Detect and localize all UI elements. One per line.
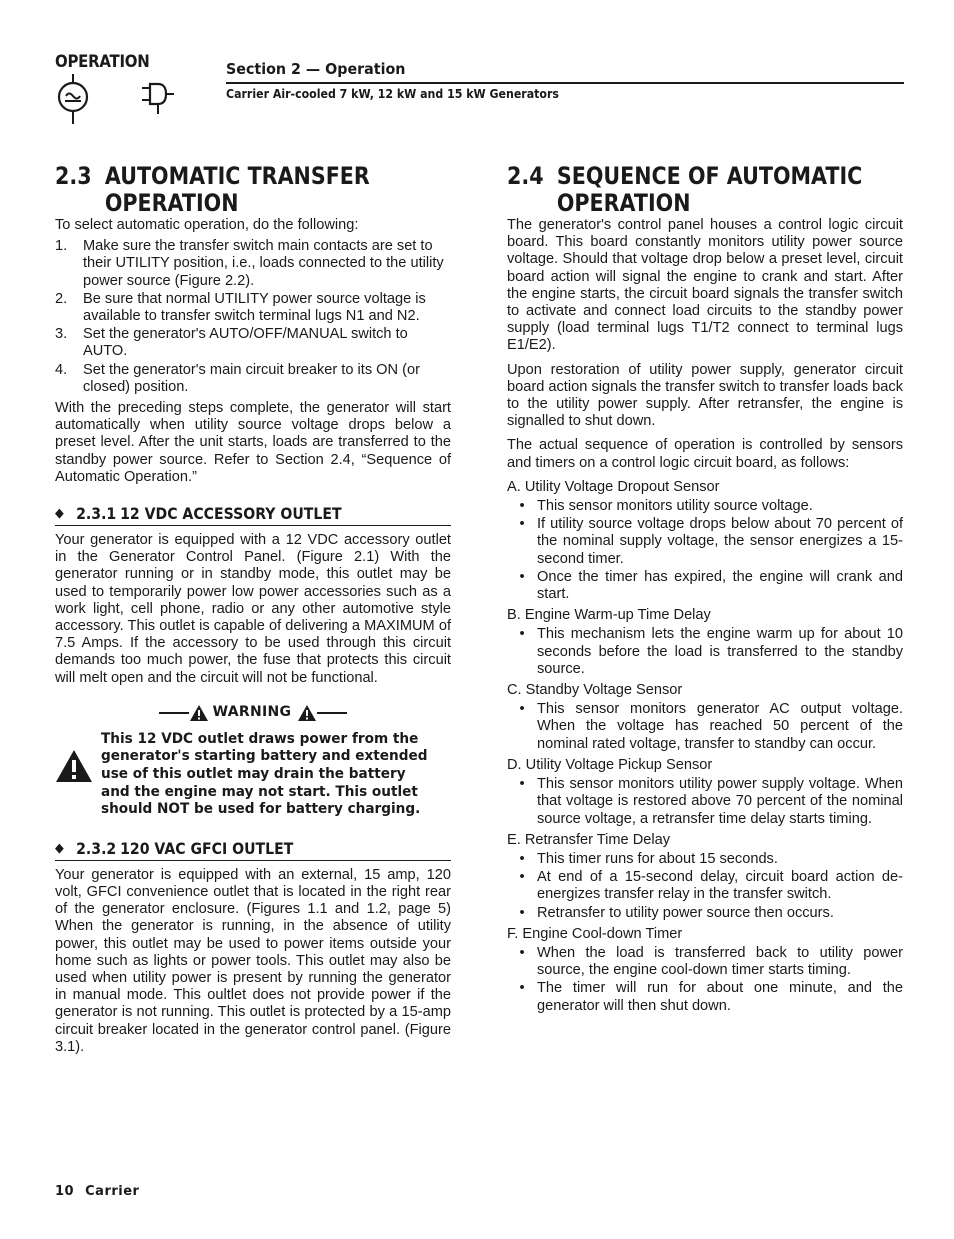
bullet-text: At end of a 15-second delay, circuit board action de-energizes transfer relay in the transfer switch.: [537, 869, 903, 903]
warning-label: WARNING: [212, 704, 292, 721]
list-item: [55, 238, 451, 290]
heading-automatic-transfer: [55, 163, 459, 217]
bullet-text: If utility source voltage drops below about 70 percent of the nominal supply voltage, the sensor energizes a 15-second timer.: [537, 516, 903, 567]
bullet-icon: •: [519, 626, 525, 643]
steps-list: [55, 238, 451, 396]
subheading-title: 120 VAC GFCI OUTLET: [120, 838, 294, 858]
section-title: Section 2 — Operation: [226, 60, 406, 78]
list-item: [507, 701, 903, 753]
section-subtitle: Carrier Air-cooled 7 kW, 12 kW and 15 kW Generators: [226, 86, 559, 101]
list-item: [507, 569, 903, 603]
footer-brand: Carrier: [85, 1184, 140, 1199]
list-item: [55, 291, 451, 325]
bullet-text: Retransfer to utility power source then occurs.: [537, 904, 834, 921]
list-item-heading: F. Engine Cool-down Timer: [507, 925, 683, 942]
warning-large-triangle-icon: [55, 749, 93, 783]
gfci-outlet-paragraph: Your generator is equipped with an external, 15 amp, 120 volt, GFCI convenience outlet that is located in the right rear of the generator enclosure. (Figures 1.1 and 1.2, page 5) When the generator is running, in the absence of utility power, this outlet may be used to power items outside your home such as lights or power tools. This outlet may also be used when utility power is present by running the generator in manual mode. This oultlet does not provide power if the generator is not running. This outlet is protected by a 15-amp circuit breaker located in the generator control panel. (Figure 3.1).: [55, 866, 451, 1055]
diamond-bullet-icon: ◆: [55, 506, 64, 522]
bullet-icon: •: [519, 904, 525, 921]
sequence-paragraph-1: The generator's control panel houses a control logic circuit board. This board constantly monitors utility power source voltage. Should that voltage drop below a preset level, circuit board action will signal the engine to crank and start. After the engine starts, the circuit board signals the transfer switch to activate and connect load circuits to the standby power supply (load terminal lugs T1/T2 connect to terminal lugs E1/E2).: [507, 217, 903, 354]
sensor-list: [507, 479, 903, 1015]
list-item: [507, 980, 903, 1014]
bullet-text: The timer will run for about one minute, and the generator will then shut down.: [537, 980, 903, 1014]
list-item: [507, 626, 903, 678]
bullet-icon: •: [519, 568, 525, 585]
sequence-paragraph-3: The actual sequence of operation is controlled by sensors and timers on a control logic circuit board, as follows:: [507, 437, 903, 471]
bullet-list: [507, 498, 903, 603]
step-number: 4.: [55, 361, 68, 378]
bullet-text: This sensor monitors generator AC output voltage. When the voltage has reached 50 percent of the nominal rated voltage, transfer to standby can occur.: [537, 701, 903, 752]
subheading-120vac: [55, 839, 451, 861]
list-item: [55, 326, 451, 360]
list-item: [507, 776, 903, 828]
bullet-icon: •: [519, 498, 525, 515]
operation-label: OPERATION: [55, 52, 150, 72]
step-text: Be sure that normal UTILITY power source voltage is available to transfer switch terminal lugs N1 and N2.: [83, 290, 426, 325]
list-item-heading: E. Retransfer Time Delay: [507, 831, 671, 848]
warning-triangle-icon: [297, 704, 317, 722]
list-item: [507, 498, 903, 515]
sequence-paragraph-2: Upon restoration of utility power supply, generator circuit board action signals the transfer switch to transfer loads back to the utility power supply. After retransfer, the engine is signalled to shut down.: [507, 361, 903, 430]
bullet-list: [507, 776, 903, 828]
list-item: [507, 945, 903, 979]
list-item: [507, 851, 903, 868]
accessory-outlet-paragraph: Your generator is equipped with a 12 VDC accessory outlet in the Generator Control Panel. (Figure 2.1) With the generator running or in standby mode, this outlet may be used to temporarily power low power accessories such as a work light, cell phone, radio or any other automotive style accessory. This outlet is capable of delivering a MAXIMUM of 7.5 Amps. If the accessory to be used through this circuit demands too much power, the fuse that protects this circuit will melt open and the circuit will not be functional.: [55, 532, 451, 686]
after-steps-paragraph: With the preceding steps complete, the generator will start automatically when utility source voltage drops below a preset level. After the unit starts, loads are transferred to the standby power source. Refer to Section 2.4, “Sequence of Automatic Operation.”: [55, 400, 451, 485]
left-column: [55, 163, 451, 1063]
bullet-list: [507, 851, 903, 922]
step-text: Set the generator's main circuit breaker to its ON (or closed) position.: [83, 361, 420, 395]
list-item-heading: B. Engine Warm-up Time Delay: [507, 607, 711, 624]
bullet-list: [507, 945, 903, 1015]
heading-sequence: [507, 163, 911, 217]
step-number: 2.: [55, 290, 68, 307]
list-item-heading: D. Utility Voltage Pickup Sensor: [507, 756, 713, 773]
header-rule: [226, 82, 904, 84]
bullet-icon: •: [519, 850, 525, 867]
bullet-text: Once the timer has expired, the engine will crank and start.: [537, 568, 903, 603]
warning-box: [55, 731, 451, 819]
step-text: Set the generator's AUTO/OFF/MANUAL switch to AUTO.: [83, 326, 408, 360]
subheading-number: 2.3.1: [76, 504, 117, 524]
bullet-text: This sensor monitors utility source voltage.: [537, 498, 813, 515]
warning-text: This 12 VDC outlet draws power from the generator's starting battery and extended use of this outlet may drain the battery and the engine may not start. This outlet should NOT be used for battery charging.: [101, 730, 428, 818]
heading-title: SEQUENCE OF AUTOMATIC OPERATION: [556, 162, 863, 217]
bullet-icon: •: [519, 701, 525, 718]
warning-rule: [159, 712, 189, 714]
intro-paragraph: To select automatic operation, do the following:: [55, 217, 359, 233]
bullet-text: This sensor monitors utility power supply voltage. When that voltage is restored above 70 percent of the nominal source voltage, a retransfer time delay starts timing.: [537, 776, 903, 827]
warning-icon-wrap: [55, 731, 101, 819]
bullet-text: This mechanism lets the engine warm up for about 10 seconds before the load is transferred to the standby source.: [537, 626, 903, 677]
list-item: [55, 362, 451, 396]
heading-number: 2.3: [55, 162, 92, 190]
bullet-icon: •: [519, 869, 525, 886]
list-item-heading: C. Standby Voltage Sensor: [507, 682, 683, 699]
bullet-icon: •: [519, 776, 525, 793]
warning-rule: [317, 712, 347, 714]
step-number: 1.: [55, 238, 68, 255]
list-item-heading: A. Utility Voltage Dropout Sensor: [507, 478, 720, 495]
list-item: [507, 869, 903, 903]
warning-header: [55, 701, 451, 725]
bullet-text: When the load is transferred back to utility power source, the engine cool-down timer starts timing.: [537, 944, 903, 979]
right-column: [507, 163, 903, 1017]
step-number: 3.: [55, 326, 68, 343]
subheading-title: 12 VDC ACCESSORY OUTLET: [120, 504, 342, 524]
bullet-text: This timer runs for about 15 seconds.: [537, 850, 778, 867]
warning-triangle-icon: [189, 704, 209, 722]
page-footer: [55, 1184, 139, 1199]
list-item: [507, 516, 903, 568]
bullet-list: [507, 701, 903, 753]
subheading-number: 2.3.2: [76, 838, 117, 858]
bullet-icon: •: [519, 980, 525, 997]
subheading-12vdc: [55, 504, 451, 526]
bullet-icon: •: [519, 516, 525, 533]
page-number: 10: [55, 1184, 75, 1199]
heading-title: AUTOMATIC TRANSFER OPERATION: [104, 162, 370, 217]
diamond-bullet-icon: ◆: [55, 840, 64, 856]
bullet-list: [507, 626, 903, 678]
heading-number: 2.4: [507, 162, 544, 190]
list-item: [507, 905, 903, 922]
plug-icon: [140, 80, 180, 120]
step-text: Make sure the transfer switch main contacts are set to their UTILITY position, i.e., loads connected to the utility power source (Figure 2.2).: [83, 238, 444, 289]
bullet-icon: •: [519, 944, 525, 961]
